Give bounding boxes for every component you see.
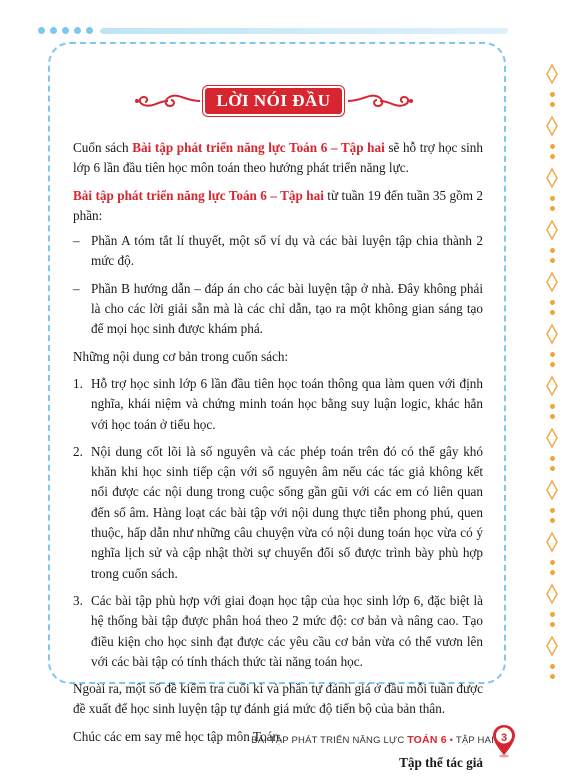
diamond-ornament-icon xyxy=(546,428,558,448)
ornament-dot xyxy=(550,612,555,617)
ornament-dot xyxy=(550,248,555,253)
diamond-ornament-icon xyxy=(546,376,558,396)
number-marker: 3. xyxy=(73,592,83,608)
content-item-text: Nội dung cốt lõi là số nguyên và các phép toán trên đó có thể gây khó khăn khi học sinh tiếp cận với số nguyên âm nếu các tác giả không kết nối được các nội dung trong cuộc sống gần gũi với các em có liên quan đến số âm. Hàng loạt các bài tập với nội dung thực tiễn phong phú, quen thuộc, hấp dẫn như những câu chuyện vừa có nội dung toán học vừa có ý nghĩa lịch sử và cập nhật thời sự chuyển đổi số được trình bày phù hợp trong cuốn sách. xyxy=(91,443,483,581)
page-title: LỜI NÓI ĐẦU xyxy=(205,88,342,114)
ornament-dot xyxy=(550,664,555,669)
ornament-dot xyxy=(550,300,555,305)
diamond-ornament-icon xyxy=(546,64,558,84)
ornament-dot xyxy=(550,310,555,315)
book-title: Bài tập phát triển năng lực Toán 6 – Tập hai xyxy=(73,187,324,203)
structure-suffix: từ tuần 19 đến tuần 35 gồm 2 phần: xyxy=(73,187,483,223)
decor-dot xyxy=(62,27,69,34)
diamond-ornament-icon xyxy=(546,480,558,500)
book-title: Bài tập phát triển năng lực Toán 6 – Tập hai xyxy=(132,140,385,155)
diamond-ornament-icon xyxy=(546,220,558,240)
right-swirl-icon xyxy=(346,90,414,112)
dash-marker: – xyxy=(73,280,80,296)
decor-dot xyxy=(38,27,45,34)
ornament-dot xyxy=(550,352,555,357)
intro-prefix: Cuốn sách xyxy=(73,140,133,155)
ornament-dot xyxy=(550,674,555,679)
decor-dot xyxy=(50,27,57,34)
ornament-dot xyxy=(550,362,555,367)
list-item xyxy=(73,591,483,672)
footer-volume: TẬP HAI xyxy=(455,735,494,746)
dash-marker: – xyxy=(73,233,80,249)
part-a-text: Phần A tóm tắt lí thuyết, một số ví dụ và các bài luyện tập chia thành 2 mức độ. xyxy=(91,233,483,269)
part-b-text: Phần B hướng dẫn – đáp án cho các bài luyện tập ở nhà. Đây không phải là cho các lời giải sẵn mà là các chỉ dẫn, tạo ra một không gian sáng tạo để mọi học sinh được khám phá. xyxy=(91,280,483,337)
list-item xyxy=(73,231,483,272)
ornament-dot xyxy=(550,570,555,575)
ornament-dot xyxy=(550,456,555,461)
ornament-dot xyxy=(550,206,555,211)
ornament-dot xyxy=(550,508,555,513)
footer-bullet: • xyxy=(446,735,456,746)
ornament-dot xyxy=(550,258,555,263)
content-item-text: Hỗ trợ học sinh lớp 6 lần đầu tiên học toán thông qua làm quen với định nghĩa, khái niệm và chứng minh toán học bằng suy luận logic, khác hẳn với học toán ở tiểu học. xyxy=(91,375,483,432)
closing-paragraph: Ngoài ra, một số đề kiểm tra cuối kì và phần tự đánh giá ở đầu mỗi tuần được đề xuất để học sinh luyện tập tự đánh giá mức độ tiến bộ của bản thân. xyxy=(73,681,483,717)
intro-suffix: sẽ hỗ trợ học sinh lớp 6 lần đầu tiên học môn toán theo hướng phát triển năng lực. xyxy=(73,140,483,176)
ornament-dot xyxy=(550,518,555,523)
ornament-dot xyxy=(550,196,555,201)
diamond-ornament-icon xyxy=(546,116,558,136)
ornament-dot xyxy=(550,414,555,419)
diamond-ornament-icon xyxy=(546,636,558,656)
diamond-ornament-icon xyxy=(546,272,558,292)
left-swirl-icon xyxy=(134,90,202,112)
decor-dot xyxy=(74,27,81,34)
ornament-dot xyxy=(550,466,555,471)
decor-bar xyxy=(100,28,508,34)
signature: Tập thể tác giả xyxy=(399,755,483,771)
intro-paragraph xyxy=(73,138,483,179)
ornament-dot xyxy=(550,144,555,149)
number-marker: 2. xyxy=(73,443,83,459)
contents-intro: Những nội dung cơ bản trong cuốn sách: xyxy=(73,348,289,364)
footer-series xyxy=(251,734,494,746)
page-footer xyxy=(0,726,572,756)
ornament-dot xyxy=(550,560,555,565)
decor-dot xyxy=(86,27,93,34)
wish-paragraph: Chúc các em say mê học tập môn Toán. xyxy=(73,728,283,744)
list-item xyxy=(73,279,483,340)
preface-body xyxy=(73,138,483,773)
ornament-dot xyxy=(550,622,555,627)
ornament-dot xyxy=(550,154,555,159)
ornament-dot xyxy=(550,404,555,409)
page-number: 3 xyxy=(500,732,508,744)
top-decoration xyxy=(38,27,508,37)
side-ornament xyxy=(540,64,566,684)
list-item xyxy=(73,374,483,435)
content-item-text: Các bài tập phù hợp với giai đoạn học tập của học sinh lớp 6, đặc biệt là hệ thống bài tập được phân hoá theo 2 mức độ: cơ bản và nâng cao. Tạo điều kiện cho học sinh đạt được các yêu cầu cơ bản vừa có thể vươn lên với các bài tập có tính thách thức tài năng toán học. xyxy=(91,592,483,669)
diamond-ornament-icon xyxy=(546,584,558,604)
list-item xyxy=(73,442,483,584)
number-marker: 1. xyxy=(73,375,83,391)
structure-paragraph xyxy=(73,186,483,227)
diamond-ornament-icon xyxy=(546,168,558,188)
footer-series-label: BÀI TẬP PHÁT TRIỂN NĂNG LỰC xyxy=(251,735,408,746)
heading-banner xyxy=(0,86,572,116)
diamond-ornament-icon xyxy=(546,324,558,344)
footer-subject: TOÁN 6 xyxy=(407,734,447,746)
diamond-ornament-icon xyxy=(546,532,558,552)
